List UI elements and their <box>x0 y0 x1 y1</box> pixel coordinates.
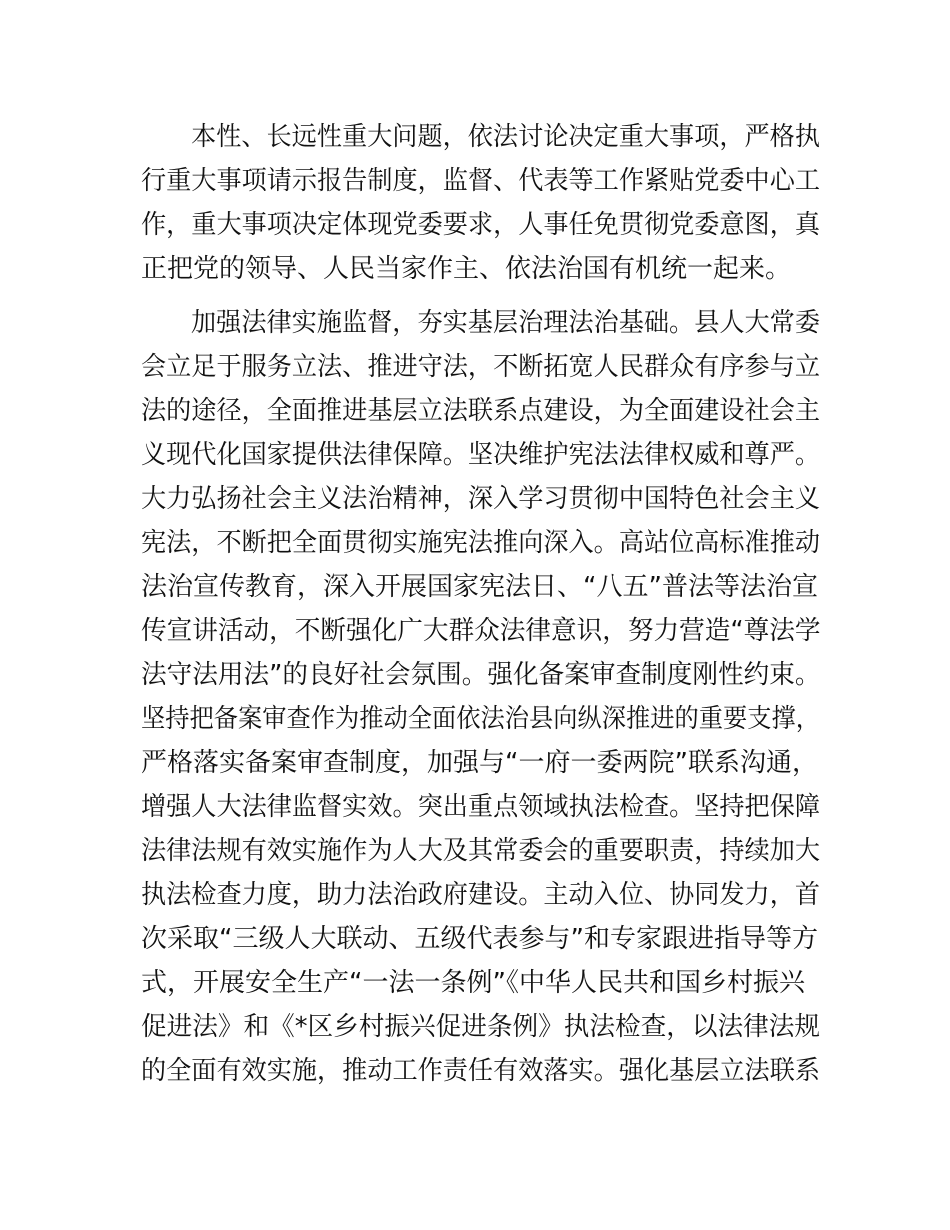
text-line: 促进法》和《*区乡村振兴促进条例》执法检查，以法律法规 <box>141 1012 821 1042</box>
text-line: 会立足于服务立法、推进守法，不断拓宽人民群众有序参与立 <box>141 352 821 382</box>
text-line: 严格落实备案审查制度，加强与“一府一委两院”联系沟通， <box>141 748 818 778</box>
text-line: 义现代化国家提供法律保障。坚决维护宪法法律权威和尊严。 <box>141 440 821 470</box>
text-line: 次采取“三级人大联动、五级代表参与”和专家跟进指导等方 <box>141 924 818 954</box>
text-line: 大力弘扬社会主义法治精神，深入学习贯彻中国特色社会主义 <box>141 484 821 514</box>
text-line: 正把党的领导、人民当家作主、依法治国有机统一起来。 <box>141 254 792 284</box>
text-line: 增强人大法律监督实效。突出重点领域执法检查。坚持把保障 <box>141 792 821 822</box>
text-line: 法守法用法”的良好社会氛围。强化备案审查制度刚性约束。 <box>141 660 821 690</box>
text-line: 法治宣传教育，深入开展国家宪法日、“八五”普法等法治宣 <box>141 572 818 602</box>
text-line: 坚持把备案审查作为推动全面依法治县向纵深推进的重要支撑， <box>141 704 821 734</box>
text-line: 法律法规有效实施作为人大及其常委会的重要职责，持续加大 <box>141 836 821 866</box>
text-line: 作，重大事项决定体现党委要求，人事任免贯彻党委意图，真 <box>141 210 821 240</box>
text-line: 宪法，不断把全面贯彻实施宪法推向深入。高站位高标准推动 <box>141 528 821 558</box>
text-line: 传宣讲活动，不断强化广大群众法律意识，努力营造“尊法学 <box>141 616 821 646</box>
text-line: 本性、长远性重大问题，依法讨论决定重大事项，严格执 <box>191 122 821 152</box>
text-line: 的全面有效实施，推动工作责任有效落实。强化基层立法联系 <box>141 1056 821 1086</box>
text-line: 加强法律实施监督，夯实基层治理法治基础。县人大常委 <box>191 308 821 338</box>
text-line: 法的途径，全面推进基层立法联系点建设，为全面建设社会主 <box>141 396 821 426</box>
text-line: 行重大事项请示报告制度，监督、代表等工作紧贴党委中心工 <box>141 166 821 196</box>
text-line: 执法检查力度，助力法治政府建设。主动入位、协同发力，首 <box>141 880 821 910</box>
text-line: 式，开展安全生产“一法一条例”《中华人民共和国乡村振兴 <box>141 968 805 998</box>
